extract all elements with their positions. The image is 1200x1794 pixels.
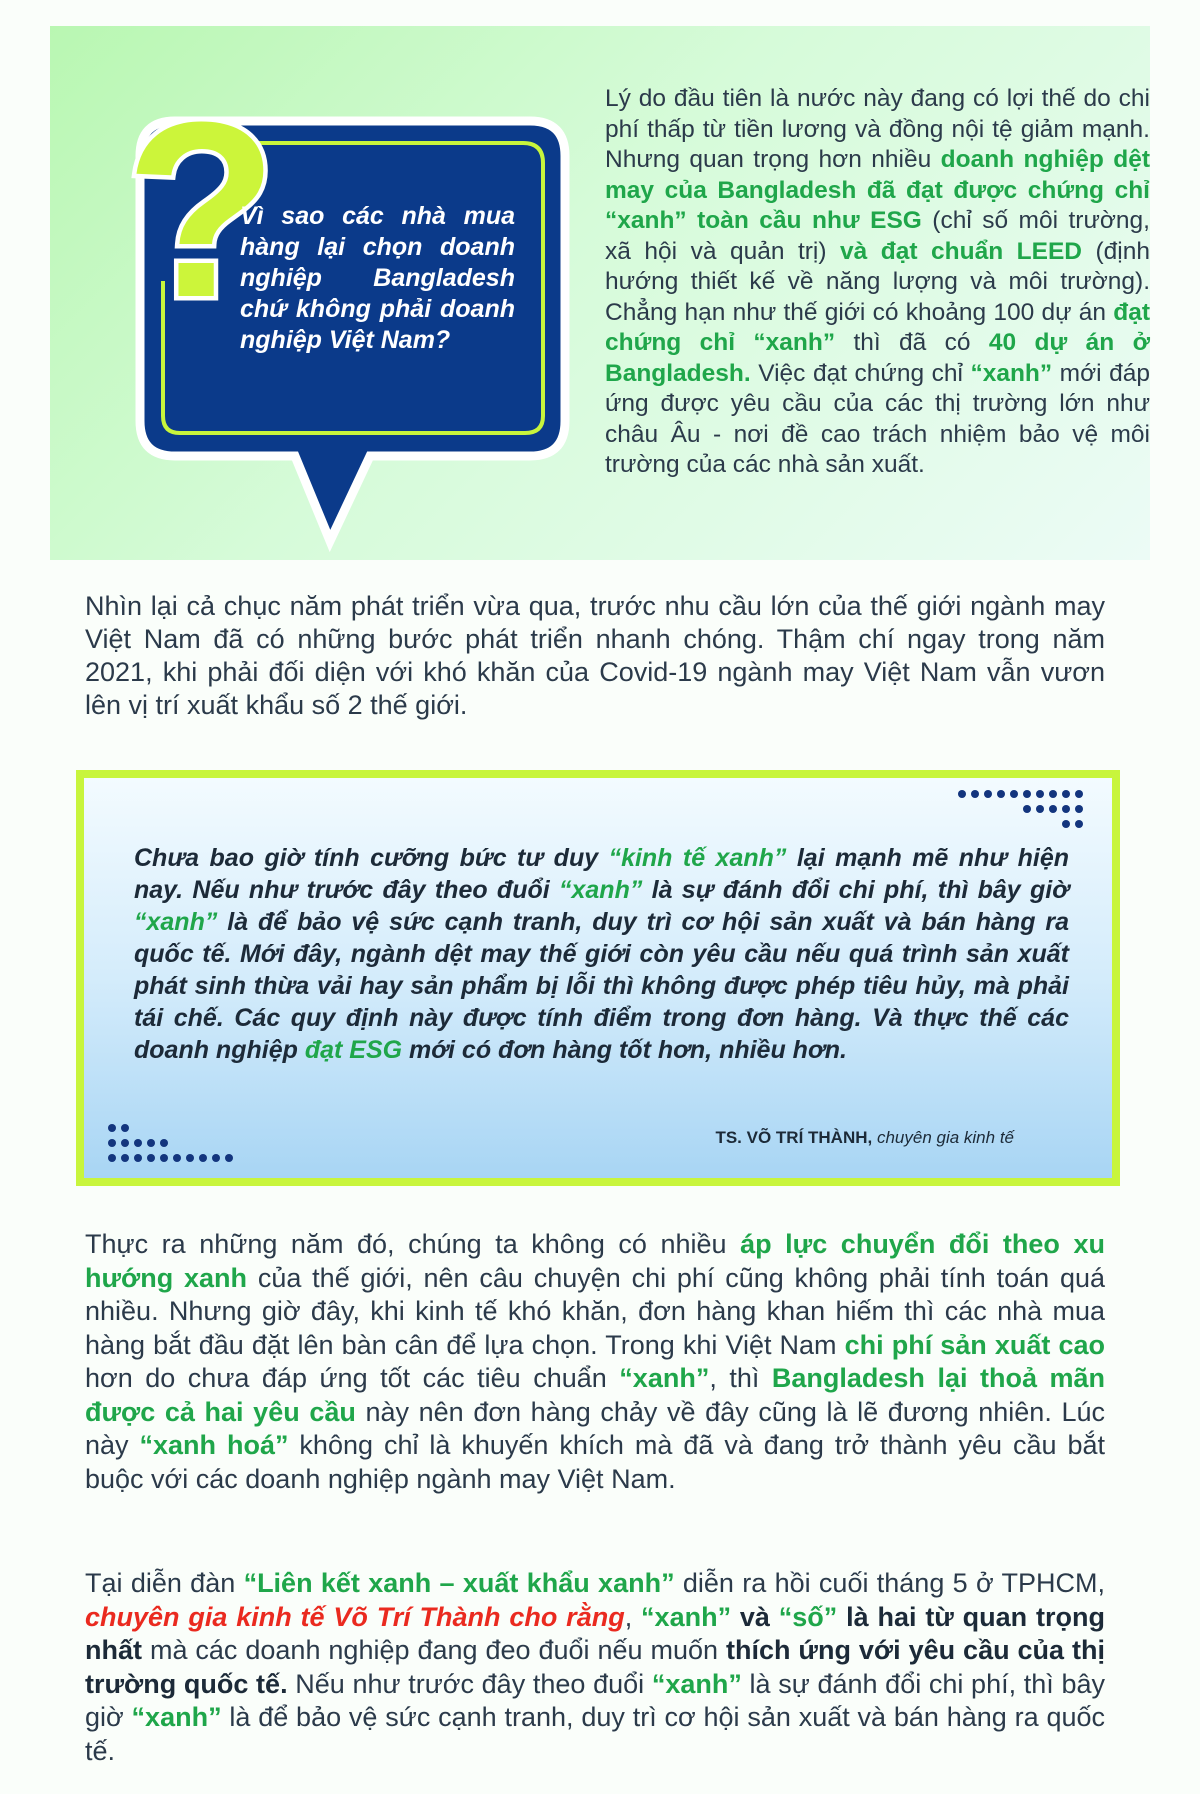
intro-panel	[50, 26, 1150, 560]
svg-text:?: ?	[125, 81, 278, 349]
paragraph-pressure: Thực ra những năm đó, chúng ta không có nhiều áp lực chuyển đổi theo xu hướng xanh của thế giới, nên câu chuyện chi phí cũng không phải tính toán quá nhiều. Nhưng giờ đây, khi kinh tế khó khăn, đơn hàng khan hiếm thì các nhà mua hàng bắt đầu đặt lên bàn cân để lựa chọn. Trong khi Việt Nam chi phí sản xuất cao hơn do chưa đáp ứng tốt các tiêu chuẩn “xanh”, thì Bangladesh lại thoả mãn được cả hai yêu cầu này nên đơn hàng chảy về đây cũng là lẽ đương nhiên. Lúc này “xanh hoá” không chỉ là khuyến khích mà đã và đang trở thành yêu cầu bắt buộc với các doanh nghiệp ngành may Việt Nam.	[85, 1229, 1105, 1494]
paragraph-history: Nhìn lại cả chục năm phát triển vừa qua, trước nhu cầu lớn của thế giới ngành may Việt Nam đã có những bước phát triển nhanh chóng. Thậm chí ngay trong năm 2021, khi phải đối diện với khó khăn của Covid-19 ngành may Việt Nam vẫn vươn lên vị trí xuất khẩu số 2 thế giới.	[85, 591, 1105, 720]
quote-box	[76, 770, 1120, 1186]
decorative-dots-top	[954, 786, 1094, 836]
decorative-dots-bottom	[106, 1122, 246, 1172]
intro-text: Lý do đầu tiên là nước này đang có lợi thế do chi phí thấp từ tiền lương và đồng nội tệ giảm mạnh. Nhưng quan trọng hơn nhiều doanh nghiệp dệt may của Bangladesh đã đạt được chứng chỉ “xanh” toàn cầu như ESG (chỉ số môi trường, xã hội và quản trị) và đạt chuẩn LEED (định hướng thiết kế về năng lượng và môi trường). Chẳng hạn như thế giới có khoảng 100 dự án đạt chứng chỉ “xanh” thì đã có 40 dự án ở Bangladesh. Việc đạt chứng chỉ “xanh” mới đáp ứng được yêu cầu của các thị trường lớn như châu Âu - nơi đề cao trách nhiệm bảo vệ môi trường của các nhà sản xuất.	[605, 85, 1150, 478]
quote-author: TS. VÕ TRÍ THÀNH, chuyên gia kinh tế	[715, 1128, 1014, 1147]
paragraph-forum: Tại diễn đàn “Liên kết xanh – xuất khẩu xanh” diễn ra hồi cuối tháng 5 ở TPHCM, chuyên gia kinh tế Võ Trí Thành cho rằng, “xanh” và “số” là hai từ quan trọng nhất mà các doanh nghiệp đang đeo đuổi nếu muốn thích ứng với yêu cầu của thị trường quốc tế. Nếu như trước đây theo đuổi “xanh” là sự đánh đổi chi phí, thì bây giờ “xanh” là để bảo vệ sức cạnh tranh, duy trì cơ hội sản xuất và bán hàng ra quốc tế.	[85, 1568, 1106, 1766]
quote-text: Chưa bao giờ tính cưỡng bức tư duy “kinh tế xanh” lại mạnh mẽ như hiện nay. Nếu như trước đây theo đuổi “xanh” là sự đánh đổi chi phí, thì bây giờ “xanh” là để bảo vệ sức cạnh tranh, duy trì cơ hội sản xuất và bán hàng ra quốc tế. Mới đây, ngành dệt may thế giới còn yêu cầu nếu quá trình sản xuất phát sinh thừa vải hay sản phẩm bị lỗi thì không được phép tiêu hủy, mà phải tái chế. Các quy định này được tính điểm trong đơn hàng. Và thực thế các doanh nghiệp đạt ESG mới có đơn hàng tốt hơn, nhiều hơn.	[134, 844, 1069, 1064]
bubble-question-text: Vì sao các nhà mua hàng lại chọn doanh nghiệp Bangladesh chứ không phải doanh nghiệp Việt Nam?	[240, 202, 515, 354]
